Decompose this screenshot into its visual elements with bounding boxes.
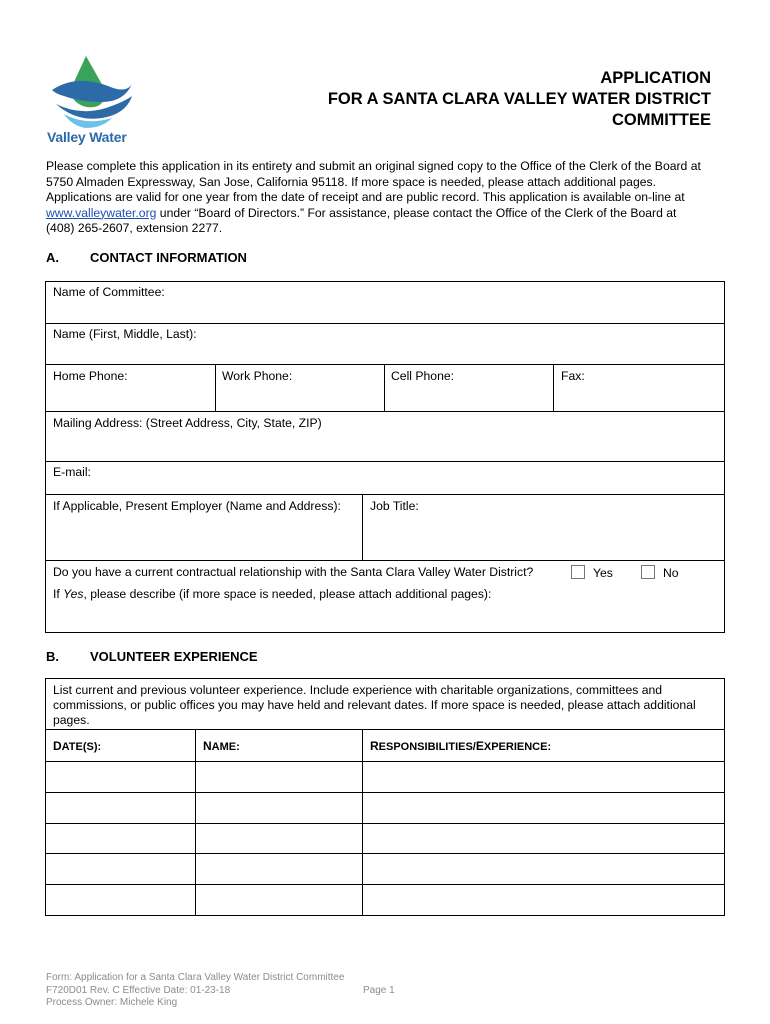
intro-line: 5750 Almaden Expressway, San Jose, California 95118. If more space is needed, please attach additional pages. — [46, 174, 656, 189]
yes-label: Yes — [593, 566, 613, 580]
section-b-heading — [46, 649, 258, 664]
no-checkbox[interactable] — [641, 565, 655, 579]
responsibilities-input[interactable] — [363, 824, 724, 853]
email-field[interactable]: E-mail: — [53, 465, 91, 479]
row-divider — [45, 323, 725, 324]
intro-paragraph — [46, 159, 736, 237]
intro-line — [46, 206, 736, 222]
form-footer — [46, 972, 344, 1010]
date-input[interactable] — [46, 854, 195, 884]
col-divider — [215, 364, 216, 411]
col-divider — [362, 494, 363, 560]
date-input[interactable] — [46, 824, 195, 853]
date-input[interactable] — [46, 885, 195, 915]
describe-yes: Yes — [63, 587, 84, 601]
committee-name-field[interactable]: Name of Committee: — [53, 285, 165, 299]
page-number: Page 1 — [363, 985, 395, 996]
yes-checkbox[interactable] — [571, 565, 585, 579]
title-line-1: APPLICATION — [600, 69, 711, 87]
column-header-name: NAME: — [203, 739, 240, 753]
intro-line: Applications are valid for one year from the date of receipt and are public record. This application is available on-line at — [46, 190, 685, 204]
contract-question: Do you have a current contractual relationship with the Santa Clara Valley Water District? — [53, 565, 534, 579]
footer-line: F720D01 Rev. C Effective Date: 01-23-18 — [46, 984, 231, 996]
cell-phone-field[interactable]: Cell Phone: — [391, 369, 455, 383]
row-divider — [45, 364, 725, 365]
row-divider — [45, 461, 725, 462]
col-divider — [553, 364, 554, 411]
responsibilities-input[interactable] — [363, 885, 724, 915]
work-phone-field[interactable]: Work Phone: — [222, 369, 293, 383]
fax-field[interactable]: Fax: — [561, 369, 585, 383]
name-input[interactable] — [196, 854, 362, 884]
footer-line: Process Owner: Michele King — [46, 997, 178, 1008]
row-divider — [45, 729, 725, 730]
mailing-address-field[interactable]: Mailing Address: (Street Address, City, State, ZIP) — [53, 416, 322, 430]
describe-text: , please describe (if more space is needed, please attach additional pages): — [83, 587, 492, 601]
name-input[interactable] — [196, 885, 362, 915]
website-link[interactable]: www.valleywater.org — [46, 205, 157, 220]
section-letter: A. — [46, 250, 59, 265]
title-line-2: FOR A SANTA CLARA VALLEY WATER DISTRICT — [327, 90, 711, 108]
date-input[interactable] — [46, 762, 195, 792]
section-title: VOLUNTEER EXPERIENCE — [90, 649, 258, 664]
full-name-field[interactable]: Name (First, Middle, Last): — [53, 327, 197, 341]
section-title: CONTACT INFORMATION — [90, 250, 247, 265]
date-input[interactable] — [46, 793, 195, 823]
row-divider — [45, 494, 725, 495]
section-letter: B. — [46, 649, 59, 664]
describe-prefix: If — [53, 587, 64, 601]
row-divider — [45, 411, 725, 412]
responsibilities-input[interactable] — [363, 762, 724, 792]
responsibilities-input[interactable] — [363, 854, 724, 884]
name-input[interactable] — [196, 824, 362, 853]
no-label: No — [663, 566, 679, 580]
intro-line-text: under “Board of Directors.” For assistance, please contact the Office of the Clerk of the Board at — [156, 205, 677, 220]
footer-line: Form: Application for a Santa Clara Valley Water District Committee — [46, 972, 345, 983]
logo-text: Valley Water — [47, 129, 127, 145]
job-title-field[interactable]: Job Title: — [370, 499, 419, 513]
row-divider — [45, 560, 725, 561]
employer-field[interactable]: If Applicable, Present Employer (Name and Address): — [53, 499, 341, 513]
column-header-responsibilities: RESPONSIBILITIES/EXPERIENCE: — [370, 739, 552, 753]
yes-option[interactable] — [571, 565, 613, 580]
describe-field[interactable] — [53, 587, 491, 601]
volunteer-instructions: List current and previous volunteer experience. Include experience with charitable organizations, committees and commissions, or public offices you may have held and relevant dates. If more space is needed, please attach additional pages. — [53, 683, 696, 727]
section-a-heading — [46, 250, 247, 265]
responsibilities-input[interactable] — [363, 793, 724, 823]
no-option[interactable] — [641, 565, 679, 580]
intro-line: (408) 265-2607, extension 2277. — [46, 221, 223, 235]
column-header-date: DATE(S): — [53, 739, 102, 753]
title-line-3: COMMITTEE — [612, 111, 711, 129]
name-input[interactable] — [196, 762, 362, 792]
home-phone-field[interactable]: Home Phone: — [53, 369, 128, 383]
col-divider — [384, 364, 385, 411]
intro-line: Please complete this application in its entirety and submit an original signed copy to the Office of the Clerk of the Board at — [46, 159, 701, 173]
name-input[interactable] — [196, 793, 362, 823]
page-title — [328, 68, 711, 131]
